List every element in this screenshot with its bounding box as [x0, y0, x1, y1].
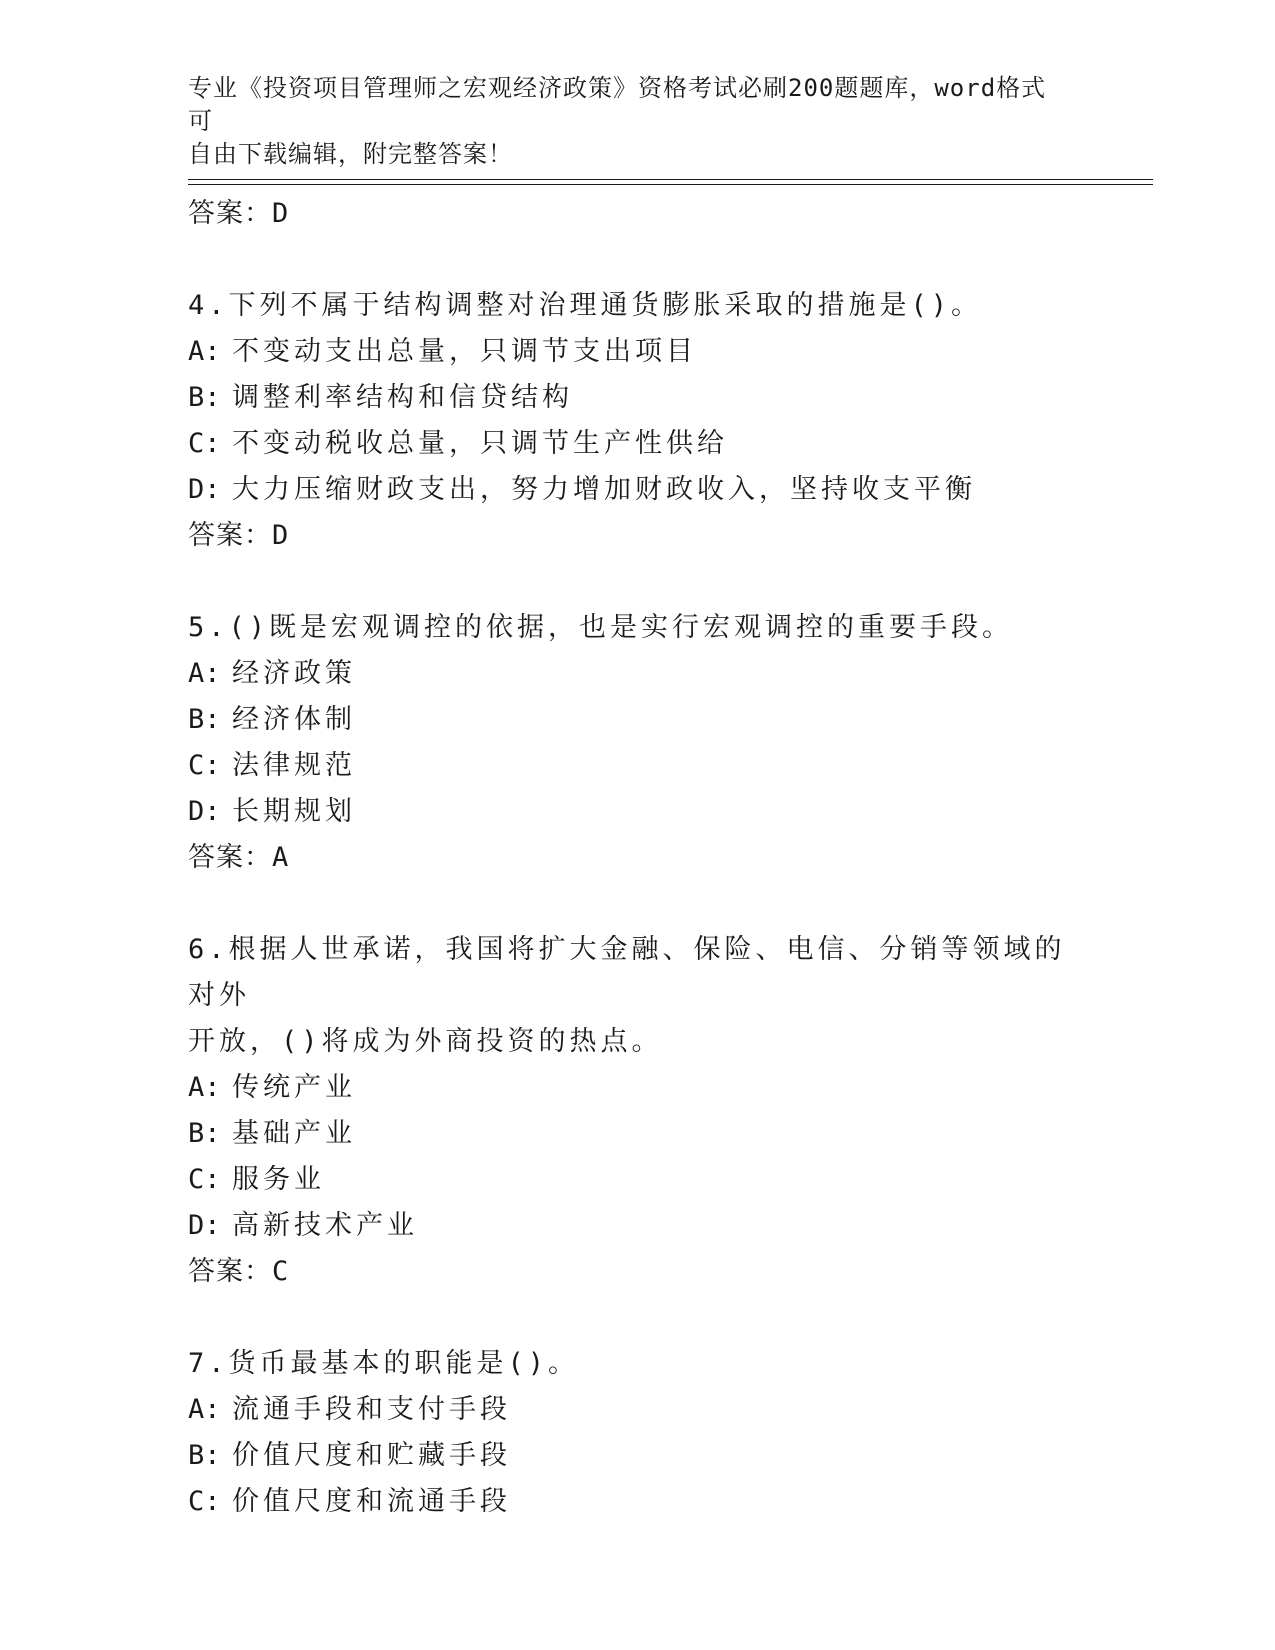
option-letter: B:	[188, 1440, 221, 1471]
answer-value: C	[272, 1256, 290, 1287]
answer-line	[188, 513, 1088, 559]
option-text: 传统产业	[232, 1072, 356, 1103]
option-row	[188, 1065, 1088, 1111]
option-text: 服务业	[232, 1164, 325, 1195]
option-letter: D:	[188, 1210, 221, 1241]
option-text: 不变动支出总量，只调节支出项目	[232, 336, 697, 367]
header-line-2: 自由下载编辑，附完整答案！	[188, 140, 513, 168]
answer-line	[188, 835, 1088, 881]
option-text: 长期规划	[232, 796, 356, 827]
option-letter: B:	[188, 382, 221, 413]
answer-line	[188, 1249, 1088, 1295]
option-row	[188, 1433, 1088, 1479]
option-text: 大力压缩财政支出，努力增加财政收入，坚持收支平衡	[232, 474, 976, 505]
option-letter: C:	[188, 1164, 221, 1195]
question-gap	[188, 559, 1088, 605]
question-gap	[188, 1295, 1088, 1341]
question-block	[188, 927, 1088, 1295]
option-row	[188, 421, 1088, 467]
option-text: 高新技术产业	[232, 1210, 418, 1241]
option-row	[188, 743, 1088, 789]
option-letter: D:	[188, 474, 221, 505]
question-text: 开放，()将成为外商投资的热点。	[188, 1026, 663, 1057]
question-block	[188, 283, 1088, 559]
option-text: 调整利率结构和信贷结构	[232, 382, 573, 413]
answer-label: 答案：	[188, 520, 272, 551]
option-row	[188, 651, 1088, 697]
question-text: 6.根据人世承诺，我国将扩大金融、保险、电信、分销等领域的对外	[188, 934, 1066, 1011]
option-letter: A:	[188, 658, 221, 689]
answer-label: 答案：	[188, 842, 272, 873]
question-gap	[188, 881, 1088, 927]
option-text: 经济体制	[232, 704, 356, 735]
question-list	[188, 191, 1088, 1525]
question-block	[188, 605, 1088, 881]
option-letter: A:	[188, 1072, 221, 1103]
answer-label: 答案：	[188, 1256, 272, 1287]
option-letter: B:	[188, 704, 221, 735]
header-line-1: 专业《投资项目管理师之宏观经济政策》资格考试必刷200题题库，word格式可	[188, 74, 1047, 135]
question-text: 7.货币最基本的职能是()。	[188, 1348, 580, 1379]
option-letter: D:	[188, 796, 221, 827]
option-row	[188, 1203, 1088, 1249]
option-letter: A:	[188, 1394, 221, 1425]
answer-label: 答案：	[188, 198, 272, 229]
question-text: 5.()既是宏观调控的依据，也是实行宏观调控的重要手段。	[188, 612, 1014, 643]
header-rule-bottom	[188, 184, 1153, 185]
answer-value: D	[272, 520, 290, 551]
option-letter: C:	[188, 1486, 221, 1517]
question-text: 4.下列不属于结构调整对治理通货膨胀采取的措施是()。	[188, 290, 983, 321]
option-row	[188, 329, 1088, 375]
option-text: 不变动税收总量，只调节生产性供给	[232, 428, 728, 459]
option-text: 法律规范	[232, 750, 356, 781]
option-text: 价值尺度和流通手段	[232, 1486, 511, 1517]
option-row	[188, 789, 1088, 835]
option-row	[188, 1387, 1088, 1433]
header-rule-top	[188, 179, 1153, 180]
option-row	[188, 1157, 1088, 1203]
question-gap	[188, 237, 1088, 283]
option-letter: C:	[188, 750, 221, 781]
option-letter: A:	[188, 336, 221, 367]
option-row	[188, 1111, 1088, 1157]
option-row	[188, 697, 1088, 743]
answer-value: A	[272, 842, 290, 873]
answer-line	[188, 191, 1088, 237]
option-text: 基础产业	[232, 1118, 356, 1149]
option-letter: C:	[188, 428, 221, 459]
question-block	[188, 1341, 1088, 1525]
option-text: 经济政策	[232, 658, 356, 689]
option-text: 流通手段和支付手段	[232, 1394, 511, 1425]
option-row	[188, 1479, 1088, 1525]
option-text: 价值尺度和贮藏手段	[232, 1440, 511, 1471]
option-row	[188, 375, 1088, 421]
answer-value: D	[272, 198, 290, 229]
option-letter: B:	[188, 1118, 221, 1149]
option-row	[188, 467, 1088, 513]
document-header	[188, 72, 1068, 171]
